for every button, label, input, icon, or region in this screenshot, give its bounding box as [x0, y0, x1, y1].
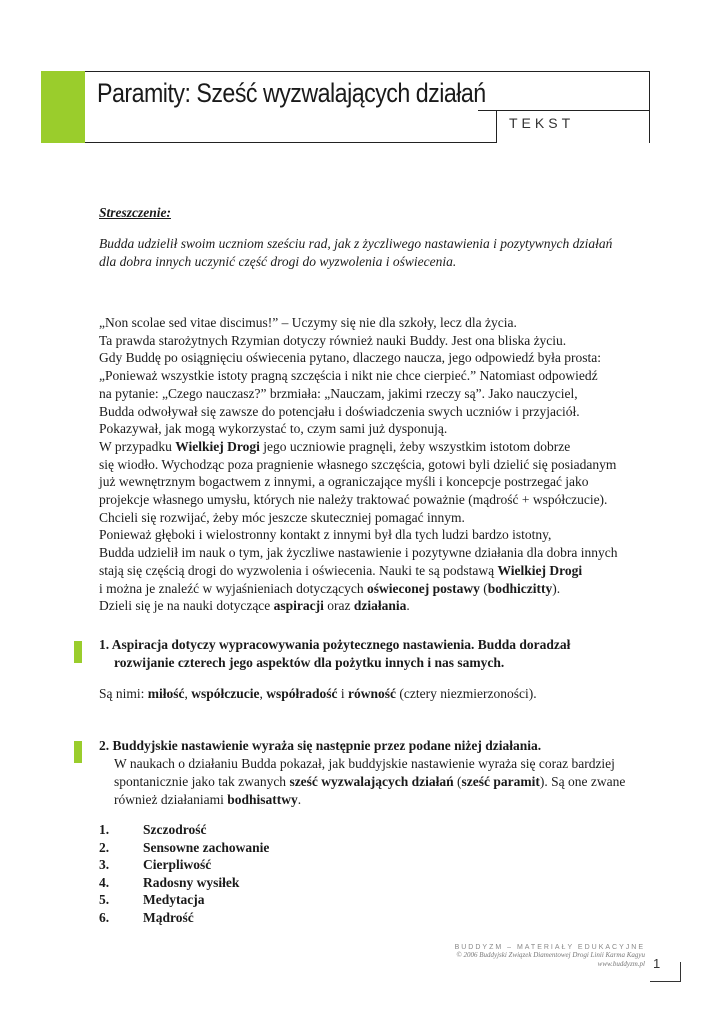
text-line	[114, 773, 659, 791]
text-span: Dzieli się je na nauki dotyczące	[99, 598, 274, 614]
list-item	[99, 821, 269, 839]
text-line	[99, 580, 659, 598]
text-span: (cztery niezmierzoności).	[396, 686, 537, 701]
list-number: 4.	[99, 874, 110, 890]
text-span: stają się częścią drogi do wyzwolenia i oświecenia. Nauki te są podstawą	[99, 562, 498, 578]
list-label: Radosny wysiłek	[143, 874, 240, 890]
section1-heading	[99, 636, 659, 672]
list-label: Cierpliwość	[143, 857, 212, 872]
page-footer	[455, 944, 645, 969]
text-line: Pokazywał, jak mogą wykorzystać to, czym sami już dysponują.	[99, 421, 448, 437]
summary-body	[99, 235, 639, 271]
bold-term: oświeconej postawy	[367, 580, 480, 596]
text-line: W naukach o działaniu Budda pokazał, jak buddyjskie nastawienie wyraża się coraz bardziej	[114, 756, 615, 771]
list-number: 1.	[99, 822, 110, 837]
section-label: TEKST	[509, 115, 575, 131]
bold-term: bodhiczitty	[487, 580, 553, 596]
text-span: jego uczniowie pragnęli, żeby wszystkim istotom dobrze	[259, 438, 571, 454]
text-span: i	[337, 686, 349, 701]
text-line: „Ponieważ wszystkie istoty pragną szczęścia i nikt nie chce cierpieć.” Natomiast odpowiedź	[99, 368, 598, 384]
list-number: 3.	[99, 857, 110, 872]
text-span: Są nimi:	[99, 686, 148, 701]
page-title: Paramity: Sześć wyzwalających działań	[97, 78, 486, 108]
text-span: również działaniami	[114, 792, 228, 807]
text-line: już wewnętrznym bogactwem z innymi, a ograniczające myśli i koncepcje postrzegać jako	[99, 474, 589, 490]
list-number: 2.	[99, 839, 110, 855]
text-span: (	[453, 774, 462, 789]
list-label: Mądrość	[143, 909, 194, 925]
list-label: Szczodrość	[143, 822, 207, 837]
heading-line: 1. Aspiracja dotyczy wypracowywania pożytecznego nastawienia. Budda doradzał	[99, 637, 571, 652]
header-divider	[85, 142, 496, 143]
text-line: się wiodło. Wychodząc poza pragnienie własnego szczęścia, gotowi byli dzielić się posiadanym	[99, 456, 617, 472]
section-marker	[74, 741, 82, 763]
section-marker	[74, 641, 82, 663]
text-span: .	[297, 792, 302, 807]
page-number: 1	[653, 956, 661, 971]
text-line	[114, 791, 659, 809]
list-number: 5.	[99, 892, 110, 907]
text-span: ,	[259, 686, 267, 701]
paramitas-list	[99, 821, 269, 926]
list-item	[99, 874, 269, 892]
bold-term: współradość	[266, 686, 338, 701]
section-label-divider	[496, 110, 497, 143]
text-line: Budda udzielił im nauk o tym, jak życzliwe nastawienie i pozytywne działania dla dobra innych	[99, 545, 618, 561]
text-span: ). Są one zwane	[539, 774, 626, 789]
text-span: ,	[184, 686, 192, 701]
text-line: Chcieli się rozwijać, żeby móc jeszcze skuteczniej pomagać innym.	[99, 509, 465, 525]
bold-term: równość	[348, 686, 397, 701]
section2-heading: 2. Buddyjskie nastawienie wyraża się następnie przez podane niżej działania.	[99, 738, 542, 753]
list-item	[99, 839, 269, 857]
section1-text	[99, 686, 537, 702]
list-item	[99, 891, 269, 909]
list-label: Medytacja	[143, 892, 205, 907]
section2-text	[114, 755, 659, 809]
text-line	[99, 597, 659, 615]
heading-line: rozwijanie czterech jego aspektów dla pożytku innych i nas samych.	[114, 655, 505, 670]
list-number: 6.	[99, 909, 110, 925]
bold-term: aspiracji	[273, 598, 324, 614]
text-span: i można je znaleźć w wyjaśnieniach dotyczących	[99, 580, 367, 596]
text-line: Gdy Buddę po osiągnięciu oświecenia pytano, dlaczego naucza, jego odpowiedź była prosta:	[99, 350, 601, 366]
text-span: oraz	[323, 598, 354, 614]
summary-line: Budda udzielił swoim uczniom sześciu rad, jak z życzliwego nastawienia i pozytywnych działań	[99, 236, 613, 251]
list-item	[99, 909, 269, 927]
intro-text	[99, 314, 659, 615]
summary-line: dla dobra innych uczynić część drogi do wyzwolenia i oświecenia.	[99, 254, 457, 269]
bold-term: współczucie	[191, 686, 260, 701]
text-span: spontanicznie jako tak zwanych	[114, 774, 290, 789]
footer-url: www.buddyzm.pl	[597, 960, 645, 968]
text-span: W przypadku	[99, 438, 176, 454]
bold-term: miłość	[147, 686, 185, 701]
text-line: na pytanie: „Czego nauczasz?” brzmiała: „Nauczam, jakimi rzeczy są”. Jako nauczyciel,	[99, 385, 578, 401]
text-line: Ponieważ głęboki i wielostronny kontakt z innymi był dla tych ludzi bardzo istotny,	[99, 527, 552, 543]
text-line: projekcje własnego umysłu, których nie należy traktować poważnie (mądrość + współczucie).	[99, 492, 608, 508]
text-line: „Non scolae sed vitae discimus!” – Uczymy się nie dla szkoły, lecz dla życia.	[99, 315, 517, 330]
footer-copyright: © 2006 Buddyjski Związek Diamentowej Drogi Linii Karma Kagyu	[456, 951, 645, 959]
text-line	[99, 438, 659, 456]
list-item	[99, 856, 269, 874]
text-line	[99, 562, 659, 580]
text-line: Ta prawda starożytnych Rzymian dotyczy również nauki Buddy. Jest ona bliska życiu.	[99, 332, 567, 348]
footer-brand: BUDDYZM – MATERIAŁY EDUKACYJNE	[454, 944, 645, 951]
bold-term: działania	[353, 598, 407, 614]
section-label-rule	[478, 110, 650, 111]
text-line: Budda odwoływał się zawsze do potencjału i doświadczenia swych uczniów i przyjaciół.	[99, 403, 580, 419]
text-span: ).	[552, 580, 561, 596]
bold-term: Wielkiej Drogi	[175, 438, 260, 454]
header-accent-bar	[41, 71, 85, 143]
bold-term: bodhisattwy	[227, 792, 298, 807]
text-span: .	[406, 598, 410, 614]
summary-title: Streszczenie:	[99, 205, 171, 220]
bold-term: sześć wyzwalających działań	[289, 774, 454, 789]
bold-term: Wielkiej Drogi	[497, 562, 583, 578]
list-label: Sensowne zachowanie	[143, 839, 270, 855]
text-span: (	[479, 580, 488, 596]
bold-term: sześć paramit	[461, 774, 540, 789]
